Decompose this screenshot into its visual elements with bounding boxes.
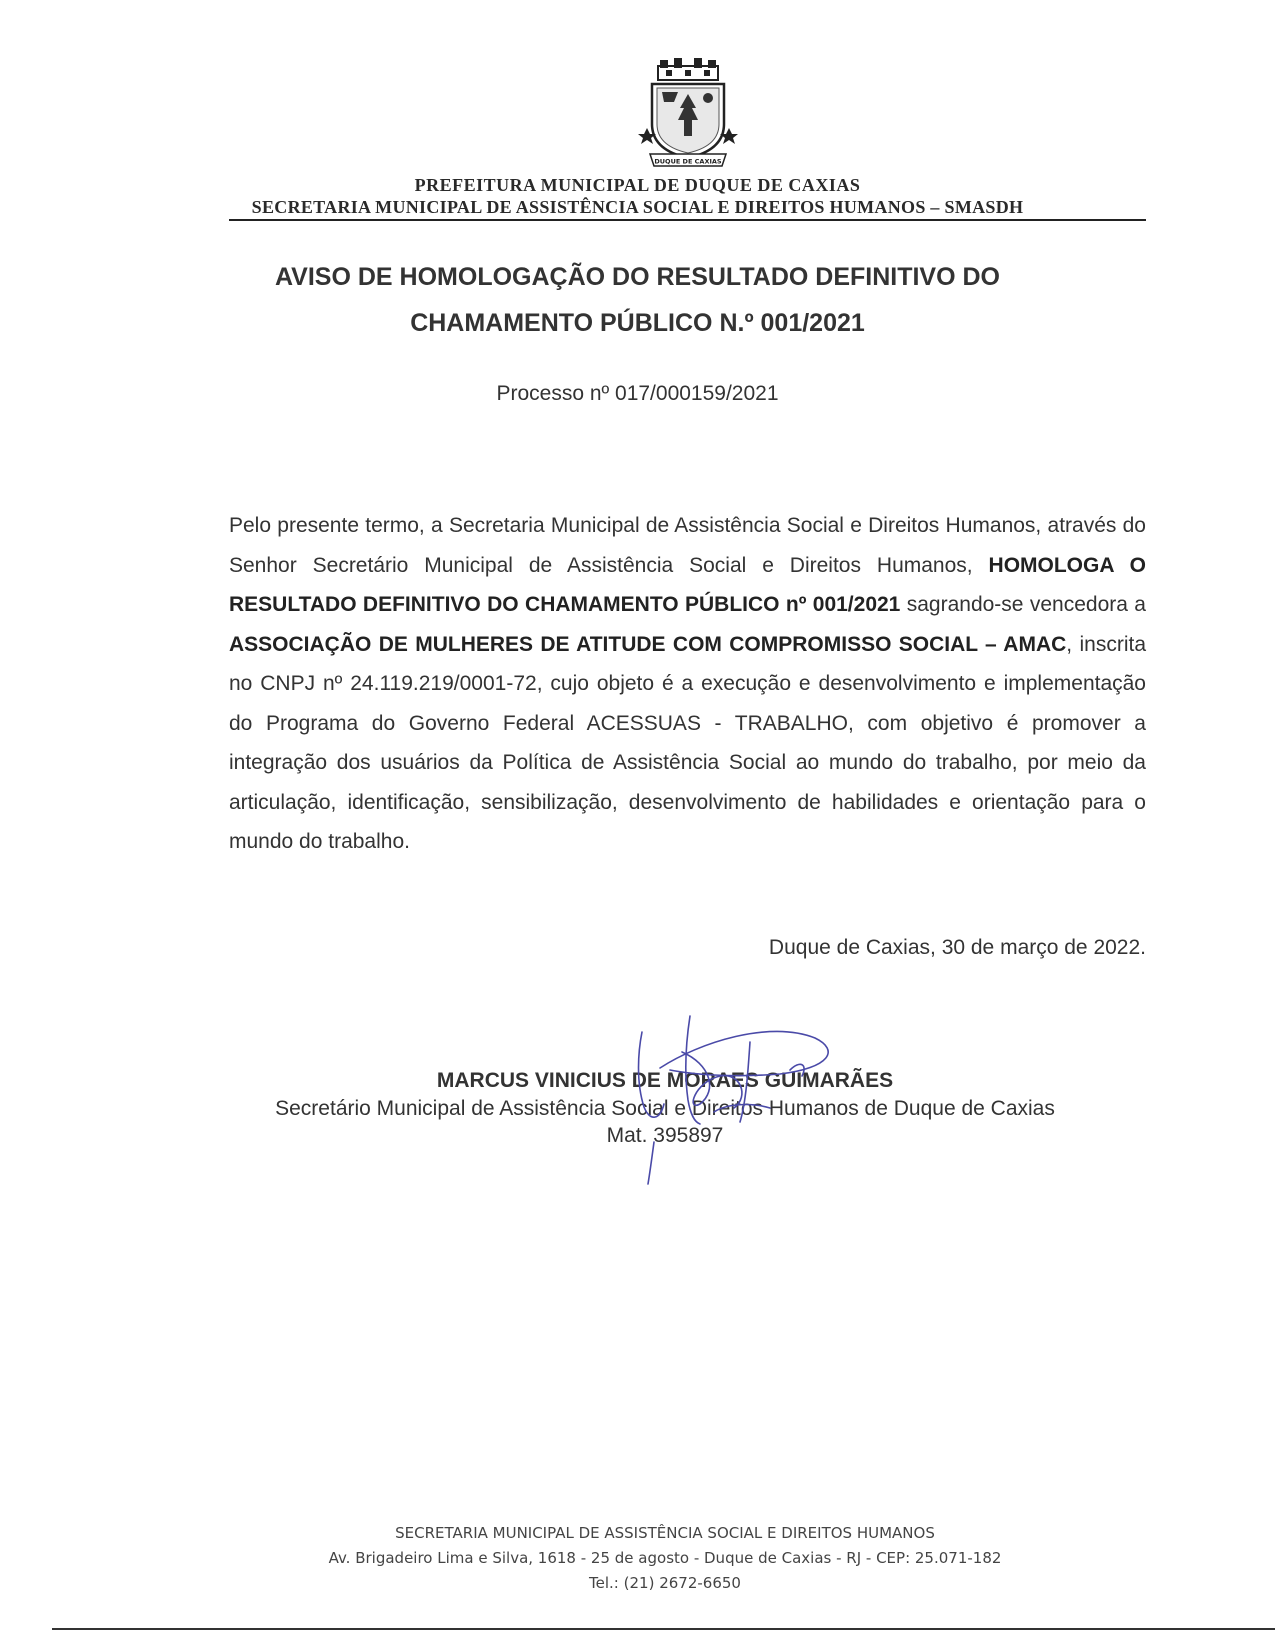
signatory-role: Secretário Municipal de Assistência Social e Direitos Humanos de Duque de Caxias [275,1097,1055,1120]
signatory-registration: Mat. 395897 [606,1124,724,1147]
body-text-part2: sagrando-se vencedora a [900,593,1146,616]
crest-ribbon-text: DUQUE DE CAXIAS [654,157,722,166]
header-municipality: PREFEITURA MUNICIPAL DE DUQUE DE CAXIAS [414,175,861,195]
body-text-part3: , inscrita no CNPJ nº 24.119.219/0001-72, cujo objeto é a execução e desenvolvimento e implementação do Programa do Governo Federal ACESSUAS - TRABALHO, com objetivo é promover a integração dos usuários da Política de Assistência Social ao mundo do trabalho, por meio da articulação, identificação, sensibilização, desenvolvimento de habilidades e orientação para o mundo do trabalho. [229,632,1146,853]
footer-divider [52,1628,1275,1630]
header-divider [229,219,1146,221]
body-bold-organization: ASSOCIAÇÃO DE MULHERES DE ATITUDE COM COMPROMISSO SOCIAL – AMAC [229,632,1067,656]
signatory-name: MARCUS VINICIUS DE MORAES GUIMARÃES [436,1069,894,1092]
header-secretariat: SECRETARIA MUNICIPAL DE ASSISTÊNCIA SOCIAL E DIREITOS HUMANOS – SMASDH [251,197,1024,217]
coat-of-arms-logo [638,58,738,170]
document-title-line2: CHAMAMENTO PÚBLICO N.º 001/2021 [410,309,865,337]
body-bold-homologation: HOMOLOGA O RESULTADO DEFINITIVO DO CHAMAMENTO PÚBLICO nº 001/2021 [229,553,1146,616]
process-number: Processo nº 017/000159/2021 [496,382,779,405]
document-title-line1: AVISO DE HOMOLOGAÇÃO DO RESULTADO DEFINITIVO DO [274,263,1000,291]
footer-phone: Tel.: (21) 2672-6650 [589,1574,741,1592]
footer-secretariat: SECRETARIA MUNICIPAL DE ASSISTÊNCIA SOCIAL E DIREITOS HUMANOS [395,1524,935,1542]
footer-address: Av. Brigadeiro Lima e Silva, 1618 - 25 de agosto - Duque de Caxias - RJ - CEP: 25.071-182 [328,1549,1002,1567]
body-text-part1: Pelo presente termo, a Secretaria Municipal de Assistência Social e Direitos Humanos, através do Senhor Secretário Municipal de Assistência Social e Direitos Humanos, [229,514,1146,577]
body-paragraph [229,506,1146,862]
document-date: Duque de Caxias, 30 de março de 2022. [768,936,1146,959]
